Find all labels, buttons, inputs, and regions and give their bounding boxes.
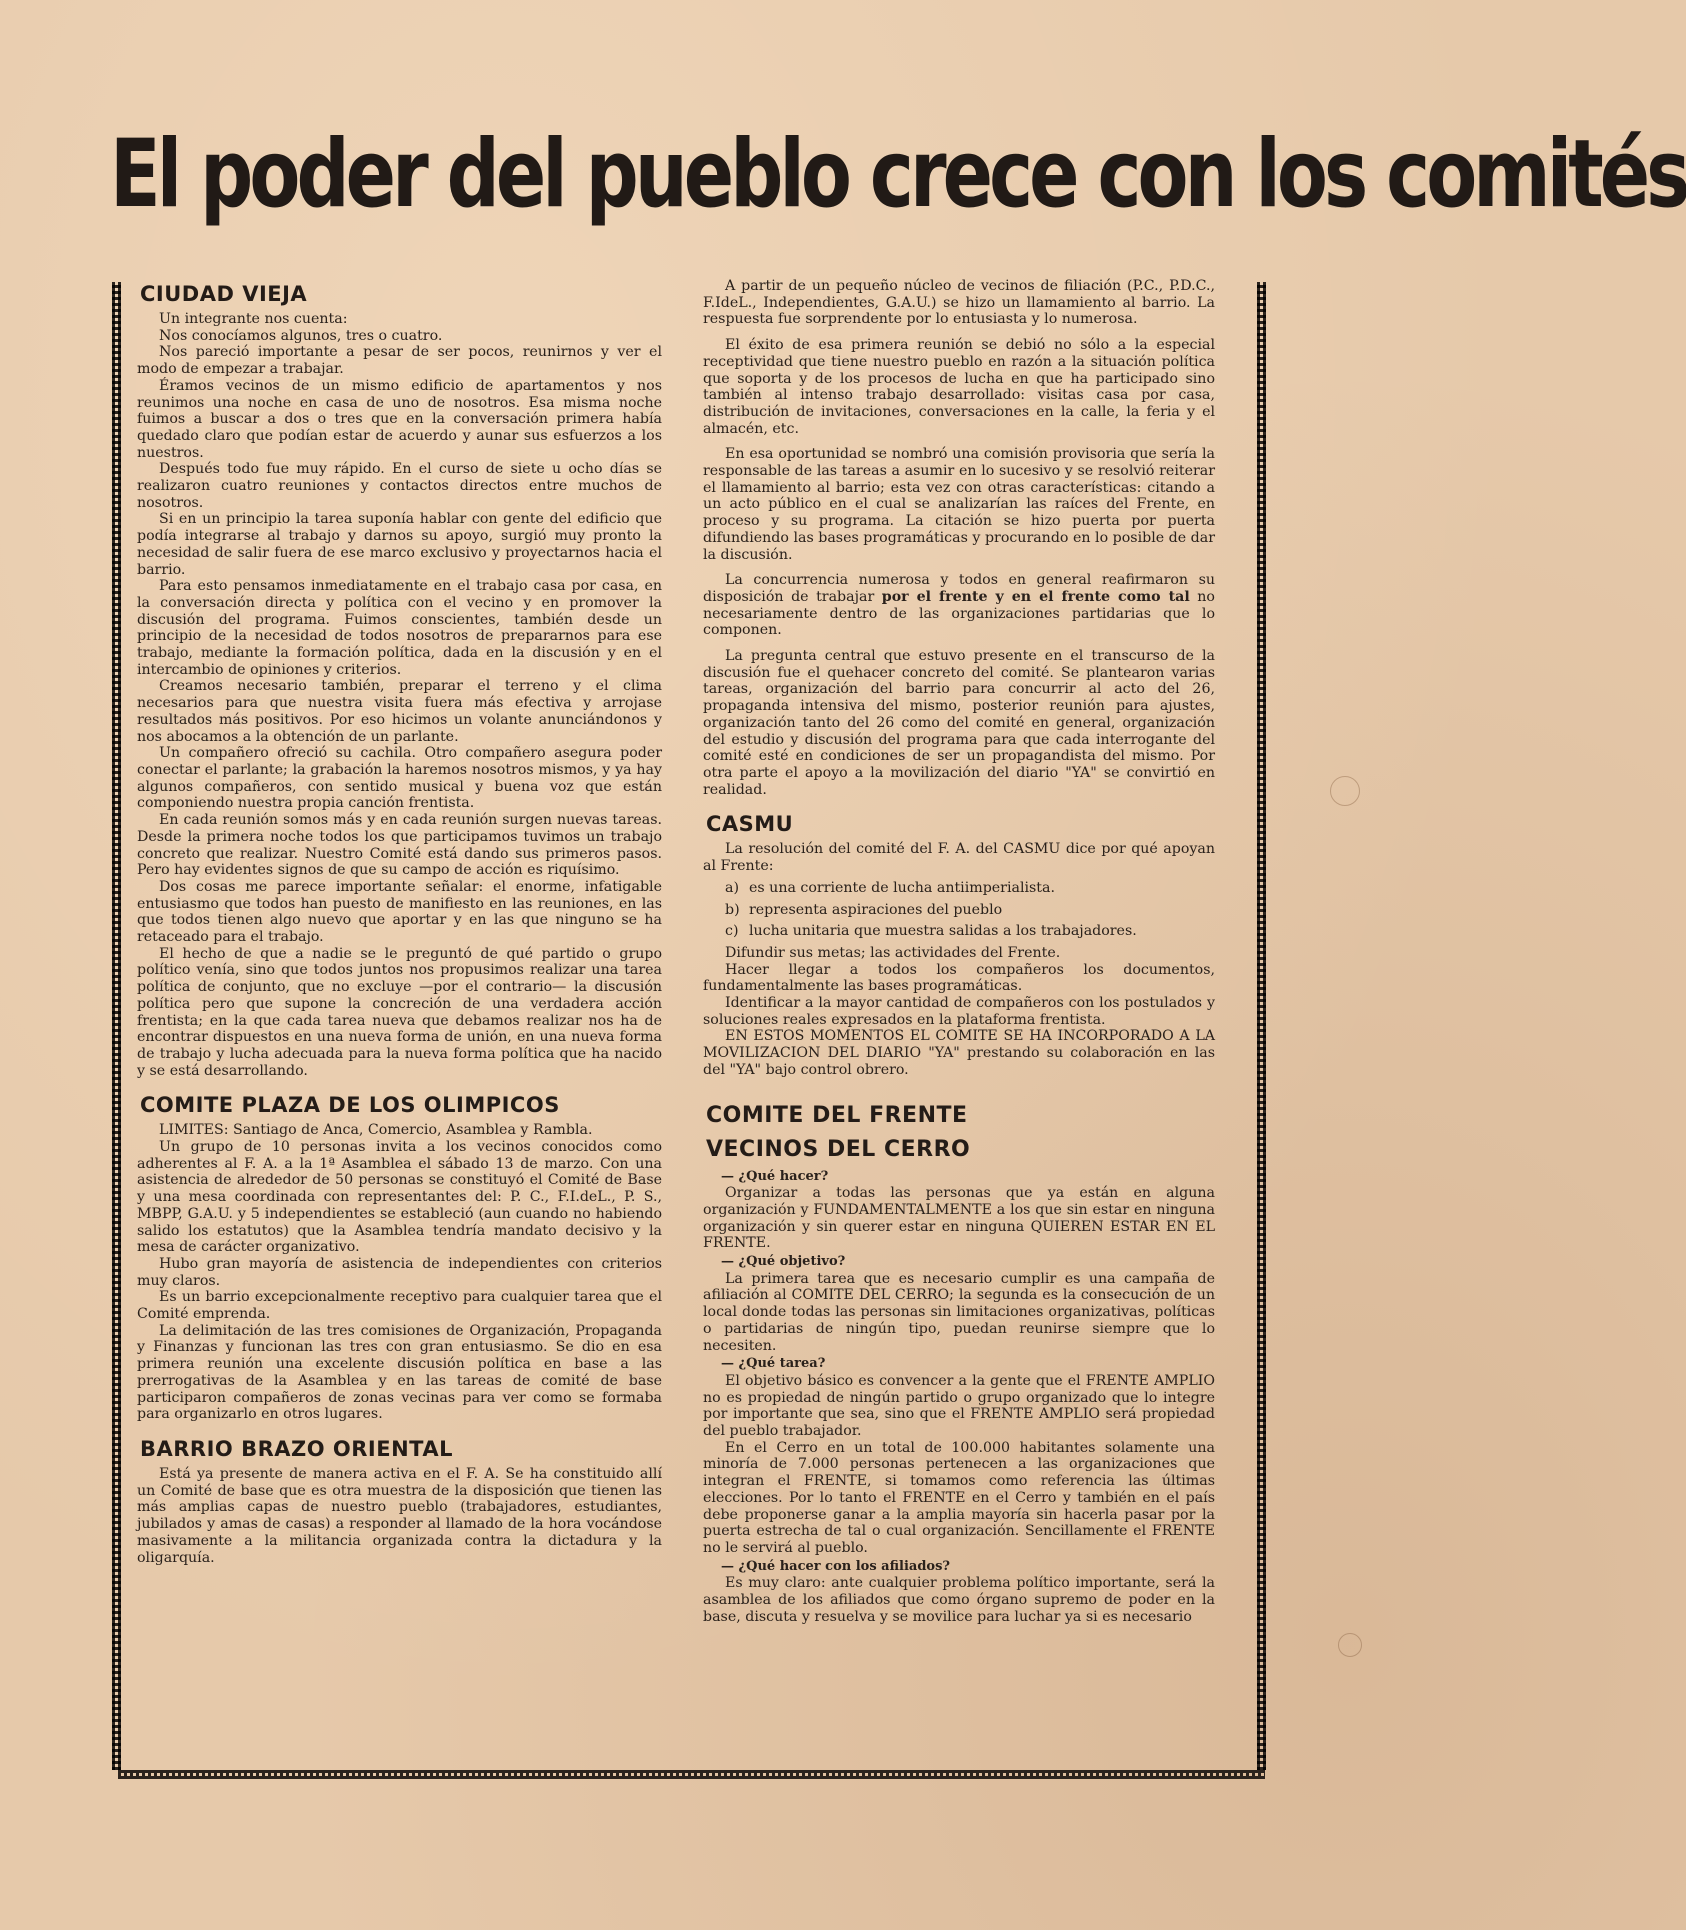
list-marker: b) [725, 901, 740, 918]
paragraph: Es un barrio excepcionalmente receptivo para cualquier tarea que el Comité emprenda. [137, 1289, 662, 1323]
bottom-border [118, 1770, 1265, 1779]
paragraph: EN ESTOS MOMENTOS EL COMITE SE HA INCORPORADO A LA MOVILIZACION DEL DIARIO "YA" prestando su colaboración en las del "YA" bajo control obrero. [703, 1028, 1215, 1078]
paragraph: Después todo fue muy rápido. En el curso de siete u ocho días se realizaron cuatro reuniones y contactos directos entre muchos de nosotros. [137, 461, 662, 511]
paragraph: Un grupo de 10 personas invita a los vecinos conocidos como adherentes al F. A. a la 1ª Asamblea el sábado 13 de marzo. Con una asistencia de alrededor de 50 personas se constituyó el Comité de Base y una mesa coordinada con representantes del: P. C., F.I.deL., P. S., MBPP, G.A.U. y 5 independientes se estableció (aun cuando no habiendo salido los estatutos) que la Asamblea tendría mandato decisivo y la mesa de carácter organizativo. [137, 1139, 662, 1256]
paper-stain [1338, 1633, 1362, 1657]
left-column [137, 282, 662, 1566]
paragraph: Es muy claro: ante cualquier problema político importante, será la asamblea de los afiliados que como órgano supremo de poder en la base, discuta y resuelva y se movilice para luchar ya si es necesario [703, 1575, 1215, 1625]
paragraph: Creamos necesario también, preparar el terreno y el clima necesarios para que nuestra visita fuera más efectiva y arrojase resultados más positivos. Por eso hicimos un volante anunciándonos y nos abocamos a la obtención de un parlante. [137, 678, 662, 745]
list-text: es una corriente de lucha antiimperialista. [749, 879, 1055, 896]
section-title-ciudad-vieja: CIUDAD VIEJA [140, 282, 308, 306]
question-heading: — ¿Qué objetivo? [721, 1254, 846, 1270]
text-run: no necesariamente dentro de las organizaciones partidarias que lo componen. [703, 588, 1215, 639]
paragraph [703, 572, 1215, 639]
paragraph: En esa oportunidad se nombró una comisión provisoria que sería la responsable de las tareas a asumir en lo sucesivo y se resolvió reiterar el llamamiento al barrio; esta vez con otras características: citando a un acto público en el cual se analizarían las raíces del Frente, en proceso y su programa. La citación se hizo puerta por puerta difundiendo las bases programáticas y procurando en lo posible de dar la discusión. [703, 446, 1215, 563]
paragraph: Nos pareció importante a pesar de ser pocos, reunirnos y ver el modo de empezar a trabajar. [137, 344, 662, 378]
paragraph: A partir de un pequeño núcleo de vecinos de filiación (P.C., P.D.C., F.IdeL., Independientes, G.A.U.) se hizo un llamamiento al barrio. La respuesta fue sorprendente por lo entusiasta y lo numerosa. [703, 278, 1215, 328]
paragraph: El objetivo básico es convencer a la gente que el FRENTE AMPLIO no es propiedad de ningún partido o grupo organizado que lo integre por importante que sea, sino que el FRENTE AMPLIO será propiedad del pueblo trabajador. [703, 1372, 1215, 1440]
section-title-brazo-oriental: BARRIO BRAZO ORIENTAL [140, 1437, 453, 1461]
paragraph: Identificar a la mayor cantidad de compañeros con los postulados y soluciones reales expresados en la plataforma frentista. [703, 995, 1215, 1028]
list-text: representa aspiraciones del pueblo [749, 901, 1003, 918]
paragraph: Para esto pensamos inmediatamente en el trabajo casa por casa, en la conversación directa y política con el vecino y en promover la discusión del programa. Fuimos conscientes, también desde un principio de la necesidad de todos nosotros de prepararnos para ese trabajo, mediante la formación política, dada en la discusión y en el intercambio de opiniones y criterios. [137, 578, 662, 678]
paragraph: La primera tarea que es necesario cumplir es una campaña de afiliación al COMITE DEL CERRO; la segunda es la consecución de un local donde todas las personas sin limitaciones organizativas, políticas o partidarias de ningún tipo, puedan reunirse siempre que lo necesiten. [703, 1270, 1215, 1354]
list-item [725, 923, 1215, 940]
paragraph: El éxito de esa primera reunión se debió no sólo a la especial receptividad que tiene nuestro pueblo en razón a la situación política que soporta y de los procesos de lucha en que ha participado sino también al intenso trabajo desarrollado: visitas casa por casa, distribución de invitaciones, conversaciones en la calle, la feria y el almacén, etc. [703, 337, 1215, 437]
question-heading: — ¿Qué hacer con los afiliados? [721, 1558, 951, 1574]
paper-stain [1330, 776, 1360, 806]
bold-phrase: por el frente y en el frente como tal [881, 588, 1190, 605]
paragraph: Si en un principio la tarea suponía hablar con gente del edificio que podía integrarse al trabajo y darnos su apoyo, surgió muy pronto la necesidad de salir fuera de ese marco exclusivo y proyectarnos hacia el barrio. [137, 511, 662, 578]
list-text: lucha unitaria que muestra salidas a los trabajadores. [749, 923, 1137, 940]
section-title-cerro-line1: COMITE DEL FRENTE [706, 1102, 968, 1128]
paragraph: LIMITES: Santiago de Anca, Comercio, Asamblea y Rambla. [159, 1122, 593, 1139]
section-title-plaza-olimpicos: COMITE PLAZA DE LOS OLIMPICOS [140, 1093, 560, 1118]
section-title-casmu: CASMU [706, 812, 794, 837]
paragraph: En el Cerro en un total de 100.000 habitantes solamente una minoría de 7.000 personas pertenecen a las organizaciones que integran el FRENTE, si tomamos como referencia las últimas elecciones. Por lo tanto el FRENTE en el Cerro y también en el país debe proponerse ganar a la amplia mayoría sin hacerla pasar por la puerta estrecha de tal o cual organización. Sencillamente el FRENTE no le servirá al pueblo. [703, 1439, 1215, 1556]
paragraph: Hubo gran mayoría de asistencia de independientes con criterios muy claros. [137, 1255, 662, 1289]
question-heading: — ¿Qué hacer? [721, 1168, 829, 1184]
list-item [725, 880, 1215, 897]
paragraph: La delimitación de las tres comisiones de Organización, Propaganda y Finanzas y funcionan las tres con gran entusiasmo. Se dio en esa primera reunión una excelente discusión política en base a las prerrogativas de la Asamblea y en las tareas de comité de base participaron compañeros de zonas vecinas para ver como se formaba para organizarlo en otros lugares. [137, 1322, 662, 1423]
text-run: La concurrencia numerosa y todos en general reafirmaron su disposición de trabajar [703, 572, 1215, 605]
paragraph: Un integrante nos cuenta: [159, 311, 348, 327]
paragraph: El hecho de que a nadie se le preguntó de qué partido o grupo político venía, sino que todos juntos nos propusimos realizar una tarea política de conjunto, que no excluye —por el contrario— la discusión política pero que supone la concreción de una verdadera acción frentista; en la que cada tarea nueva que debamos realizar nos ha de encontrar dispuestos en una nueva forma de unión, en una nueva forma de trabajo y lucha adecuada para la nueva forma política que ha nacido y se está desarrollando. [137, 945, 662, 1079]
paragraph: La pregunta central que estuvo presente en el transcurso de la discusión fue el quehacer concreto del comité. Se plantearon varias tareas, organización del barrio para concurrir al acto del 26, propaganda intensiva del mismo, posterior reunión para ajustes, organización tanto del 26 como del comité en general, organización del estudio y discusión del programa para que cada interrogante del comité esté en condiciones de ser un propagandista del mismo. Por otra parte el apoyo a la movilización del diario "YA" se convirtió en realidad. [703, 648, 1215, 798]
paragraph: Hacer llegar a todos los compañeros los documentos, fundamentalmente las bases programáticas. [703, 961, 1215, 995]
paragraph: La resolución del comité del F. A. del CASMU dice por qué apoyan al Frente: [703, 841, 1215, 875]
list-marker: c) [725, 923, 739, 940]
paragraph: En cada reunión somos más y en cada reunión surgen nuevas tareas. Desde la primera noche todos los que participamos tuvimos un trabajo concreto que realizar. Nuestro Comité está dando sus primeros pasos. Pero hay evidentes signos de que su campo de acción es riquísimo. [137, 812, 662, 879]
casmu-list [703, 880, 1215, 940]
paragraph: Un compañero ofreció su cachila. Otro compañero asegura poder conectar el parlante; la grabación la haremos nosotros mismos, y ya hay algunos compañeros, con sentido musical y buena voz que están componiendo nuestra propia canción frentista. [137, 745, 662, 812]
paragraph: Dos cosas me parece importante señalar: el enorme, infatigable entusiasmo que todos han puesto de manifiesto en las reuniones, en las que todos tienen algo nuevo que aportar y en las que ninguno se ha retaceado para el trabajo. [137, 878, 662, 946]
left-border [112, 282, 121, 1770]
paragraph: Organizar a todas las personas que ya están en alguna organización y FUNDAMENTALMENTE a los que sin estar en ninguna organización y sin querer estar en ninguna QUIEREN ESTAR EN EL FRENTE. [703, 1185, 1215, 1252]
right-border [1257, 282, 1266, 1770]
headline: El poder del pueblo crece con los comités [110, 120, 1686, 229]
paragraph: Nos conocíamos algunos, tres o cuatro. [159, 327, 443, 344]
list-item [725, 902, 1215, 919]
paragraph: Está ya presente de manera activa en el F. A. Se ha constituido allí un Comité de base que es otra muestra de la disposición que tienen las más amplias capas de nuestro pueblo (trabajadores, estudiantes, jubilados y amas de casas) a responder al llamado de la hora vocándose masivamente a la militancia organizada contra la dictadura y la oligarquía. [137, 1466, 662, 1566]
list-marker: a) [725, 879, 739, 896]
question-heading: — ¿Qué tarea? [721, 1356, 826, 1372]
right-column [703, 278, 1215, 1626]
section-title-cerro-line2: VECINOS DEL CERRO [706, 1136, 971, 1162]
paragraph: Difundir sus metas; las actividades del Frente. [725, 944, 1061, 961]
paragraph: Éramos vecinos de un mismo edificio de apartamentos y nos reunimos una noche en casa de uno de nosotros. Esa misma noche fuimos a buscar a dos o tres que en la conversación primera había quedado claro que podían estar de acuerdo y aunar sus esfuerzos a los nuestros. [137, 377, 662, 461]
